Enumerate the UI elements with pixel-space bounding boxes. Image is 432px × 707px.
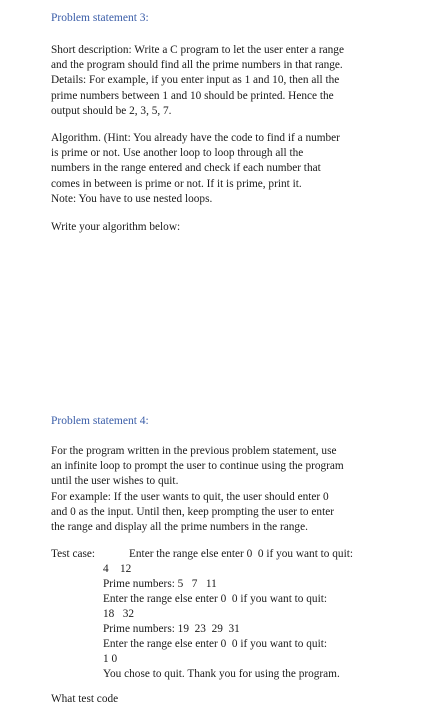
description-line: the range and display all the prime numbers in the range. [51, 521, 308, 534]
problem-4-heading: Problem statement 4: [51, 415, 149, 427]
test-case-line: Enter the range else enter 0 0 if you want to quit: [103, 593, 327, 605]
test-case-line: 18 32 [103, 608, 135, 620]
description-line: For the program written in the previous problem statement, use [51, 445, 337, 457]
test-case-line: You chose to quit. Thank you for using the program. [103, 668, 340, 680]
prompt-line: Write your algorithm below: [51, 221, 181, 233]
problem-3-description [51, 43, 391, 119]
algorithm-line: comes in between is prime or not. If it is prime, print it. [51, 177, 302, 190]
description-line: prime numbers between 1 and 10 should be printed. Hence the [51, 89, 334, 102]
algorithm-line: numbers in the range entered and check if each number that [51, 162, 321, 175]
description-line: Details: For example, if you enter input as 1 and 10, then all the [51, 74, 340, 87]
description-line: Short description: Write a C program to let the user enter a range [51, 44, 344, 56]
test-case-line: 4 12 [103, 563, 132, 575]
description-line: and 0 as the input. Until then, keep prompting the user to enter [51, 505, 334, 518]
algorithm-line: Note: You have to use nested loops. [51, 192, 213, 205]
algorithm-line: Algorithm. (Hint: You already have the code to find if a number [51, 132, 340, 144]
description-line: until the user wishes to quit. [51, 475, 179, 488]
algorithm-line: is prime or not. Use another loop to loop through all the [51, 147, 304, 160]
problem-3-algorithm-hint [51, 131, 391, 207]
test-case-line: Prime numbers: 5 7 11 [103, 578, 217, 590]
test-case-line: 1 0 [103, 653, 118, 665]
test-case-line: Enter the range else enter 0 0 if you want to quit: [103, 638, 327, 650]
test-case-label: Test case: [51, 548, 96, 560]
problem-4-description [51, 444, 391, 535]
description-line: an infinite loop to prompt the user to continue using the program [51, 460, 344, 473]
problem-3-algorithm-prompt [51, 220, 391, 235]
description-line: For example: If the user wants to quit, the user should enter 0 [51, 490, 329, 503]
problem-3-heading: Problem statement 3: [51, 12, 149, 24]
test-case-line: Prime numbers: 19 23 29 31 [103, 623, 240, 635]
test-case-line: Enter the range else enter 0 0 if you want to quit: [129, 548, 353, 560]
cutoff-text: What test code [51, 693, 119, 705]
description-line: output should be 2, 3, 5, 7. [51, 104, 172, 117]
description-line: and the program should find all the prime numbers in that range. [51, 59, 343, 72]
